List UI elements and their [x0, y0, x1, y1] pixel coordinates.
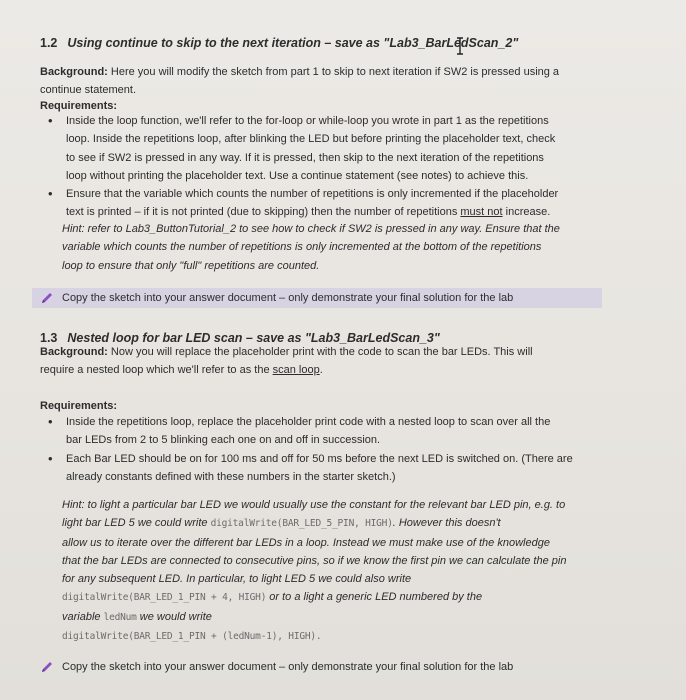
copy-instruction-highlight: [32, 288, 602, 308]
requirements-label: Requirements:: [40, 400, 118, 412]
hint-line: [62, 588, 642, 607]
underlined-text: must not: [460, 206, 503, 219]
list-line: Each Bar LED should be on for 100 ms and off for 50 ms before the next LED is switched on. (There are: [66, 452, 573, 465]
copy-instruction-text: Copy the sketch into your answer document – only demonstrate your final solution for the lab: [62, 661, 514, 673]
hint-line: variable which counts the number of repetitions is only incremented at the bottom of the repetitions: [62, 241, 542, 254]
text-span: light bar LED 5 we could write: [62, 517, 211, 530]
list-item: • Inside the repetitions loop, replace the placeholder print code with a nested loop to scan over all the bar LEDs from 2 to 5 blinking each one on and off in succession.: [44, 413, 624, 450]
requirements-label: Requirements:: [40, 100, 118, 112]
text-span: .: [319, 364, 323, 376]
list-line: Inside the loop function, we'll refer to the for-loop or while-loop you wrote in part 1 as the repetitions: [66, 115, 549, 127]
background-paragraph: [40, 343, 640, 379]
code-snippet: ledNum: [103, 611, 137, 623]
text-span: we would write: [136, 610, 212, 623]
section-number: 1.2: [40, 36, 58, 50]
underlined-text: scan loop: [272, 364, 320, 376]
hint-line: [62, 627, 642, 646]
background-line: Now you will replace the placeholder print with the code to scan the bar LEDs. This will: [110, 346, 533, 358]
hint-line: that the bar LEDs are connected to consecutive pins, so if we know the first pin we can calculate the pin: [62, 554, 567, 567]
hint-block: [62, 220, 632, 275]
background-label: Background:: [40, 346, 108, 358]
text-span: . However this doesn't: [392, 517, 501, 530]
hint-line: loop to ensure that only "full" repetitions are counted.: [62, 259, 320, 272]
list-item: • Each Bar LED should be on for 100 ms and off for 50 ms before the next LED is switched on. (There are already constants defined with these numbers in the starter sketch.): [44, 450, 624, 487]
list-item: • Inside the loop function, we'll refer to the for-loop or while-loop you wrote in part 1 as the repetitions loop. Inside the repetitions loop, after blinking the LED but before printing the placeholder text, check to see if SW2 is pressed in any way. If it is pressed, then skip to the next iteration of the repetitions loop without printing the placeholder text. Use a continue statement (see notes) to achieve this.: [44, 112, 624, 185]
list-line: Inside the repetitions loop, replace the placeholder print code with a nested loop to scan over all the: [66, 416, 551, 428]
hint-line: Hint: to light a particular bar LED we would usually use the constant for the relevant bar LED pin, e.g. to: [62, 499, 566, 511]
text-span: increase.: [502, 206, 551, 219]
text-span: text is printed – if it is not printed (due to skipping) then the number of repetitions: [66, 206, 461, 219]
hint-line: [62, 514, 642, 533]
text-span: or to a light a generic LED numbered by the: [266, 591, 483, 604]
list-line: to see if SW2 is pressed in any way. If it is pressed, then skip to the next iteration of the repetitions: [66, 151, 544, 164]
pencil-icon: [40, 660, 54, 674]
list-line: loop without printing the placeholder text. Use a continue statement (see notes) to achieve this.: [66, 169, 529, 182]
hint-line: for any subsequent LED. In particular, to light LED 5 we could also write: [62, 573, 412, 586]
text-span: require a nested loop which we'll refer to as the: [40, 364, 273, 376]
hint-block: [62, 496, 642, 646]
section-number: 1.3: [40, 331, 58, 345]
pencil-icon: [40, 291, 54, 305]
hint-line: [62, 608, 642, 627]
copy-instruction-line: [32, 657, 602, 677]
code-snippet: digitalWrite(BAR_LED_1_PIN + 4, HIGH): [62, 592, 267, 604]
text-cursor-icon: [455, 37, 465, 55]
code-snippet: digitalWrite(BAR_LED_5_PIN, HIGH): [210, 518, 393, 530]
hint-line: allow us to iterate over the different bar LEDs in a loop. Instead we must make use of the knowledge: [62, 536, 550, 549]
copy-instruction-text: Copy the sketch into your answer document – only demonstrate your final solution for the lab: [62, 292, 514, 304]
list-line: loop. Inside the repetitions loop, after blinking the LED but before printing the placeholder text, check: [66, 133, 556, 146]
hint-line: Hint: refer to Lab3_ButtonTutorial_2 to see how to check if SW2 is pressed in any way. Ensure that the: [62, 223, 560, 235]
list-line: Ensure that the variable which counts the number of repetitions is only incremented if the placeholder: [66, 188, 559, 201]
list-line: bar LEDs from 2 to 5 blinking each one on and off in succession.: [66, 434, 381, 447]
background-paragraph: [40, 63, 640, 99]
section-title: Using continue to skip to the next iteration – save as "Lab3_BarLedScan_2": [67, 36, 519, 50]
section-1-2-heading: [40, 36, 518, 50]
list-item: • Ensure that the variable which counts the number of repetitions is only incremented if the placeholder text is printed – if it is not printed (due to skipping) then the number of repetitions must not increase.: [44, 185, 624, 222]
requirements-list: [44, 413, 624, 486]
background-line: [40, 361, 640, 379]
section-title: Nested loop for bar LED scan – save as "Lab3_BarLedScan_3": [67, 331, 440, 345]
code-snippet: digitalWrite(BAR_LED_1_PIN + (ledNum-1), HIGH).: [62, 631, 322, 643]
background-line: continue statement.: [40, 84, 137, 96]
text-span: variable: [62, 610, 104, 623]
requirements-list: [44, 112, 624, 222]
background-line: Here you will modify the sketch from part 1 to skip to next iteration if SW2 is pressed using a: [110, 66, 560, 78]
list-line: already constants defined with these numbers in the starter sketch.): [66, 470, 396, 483]
background-label: Background:: [40, 66, 108, 78]
